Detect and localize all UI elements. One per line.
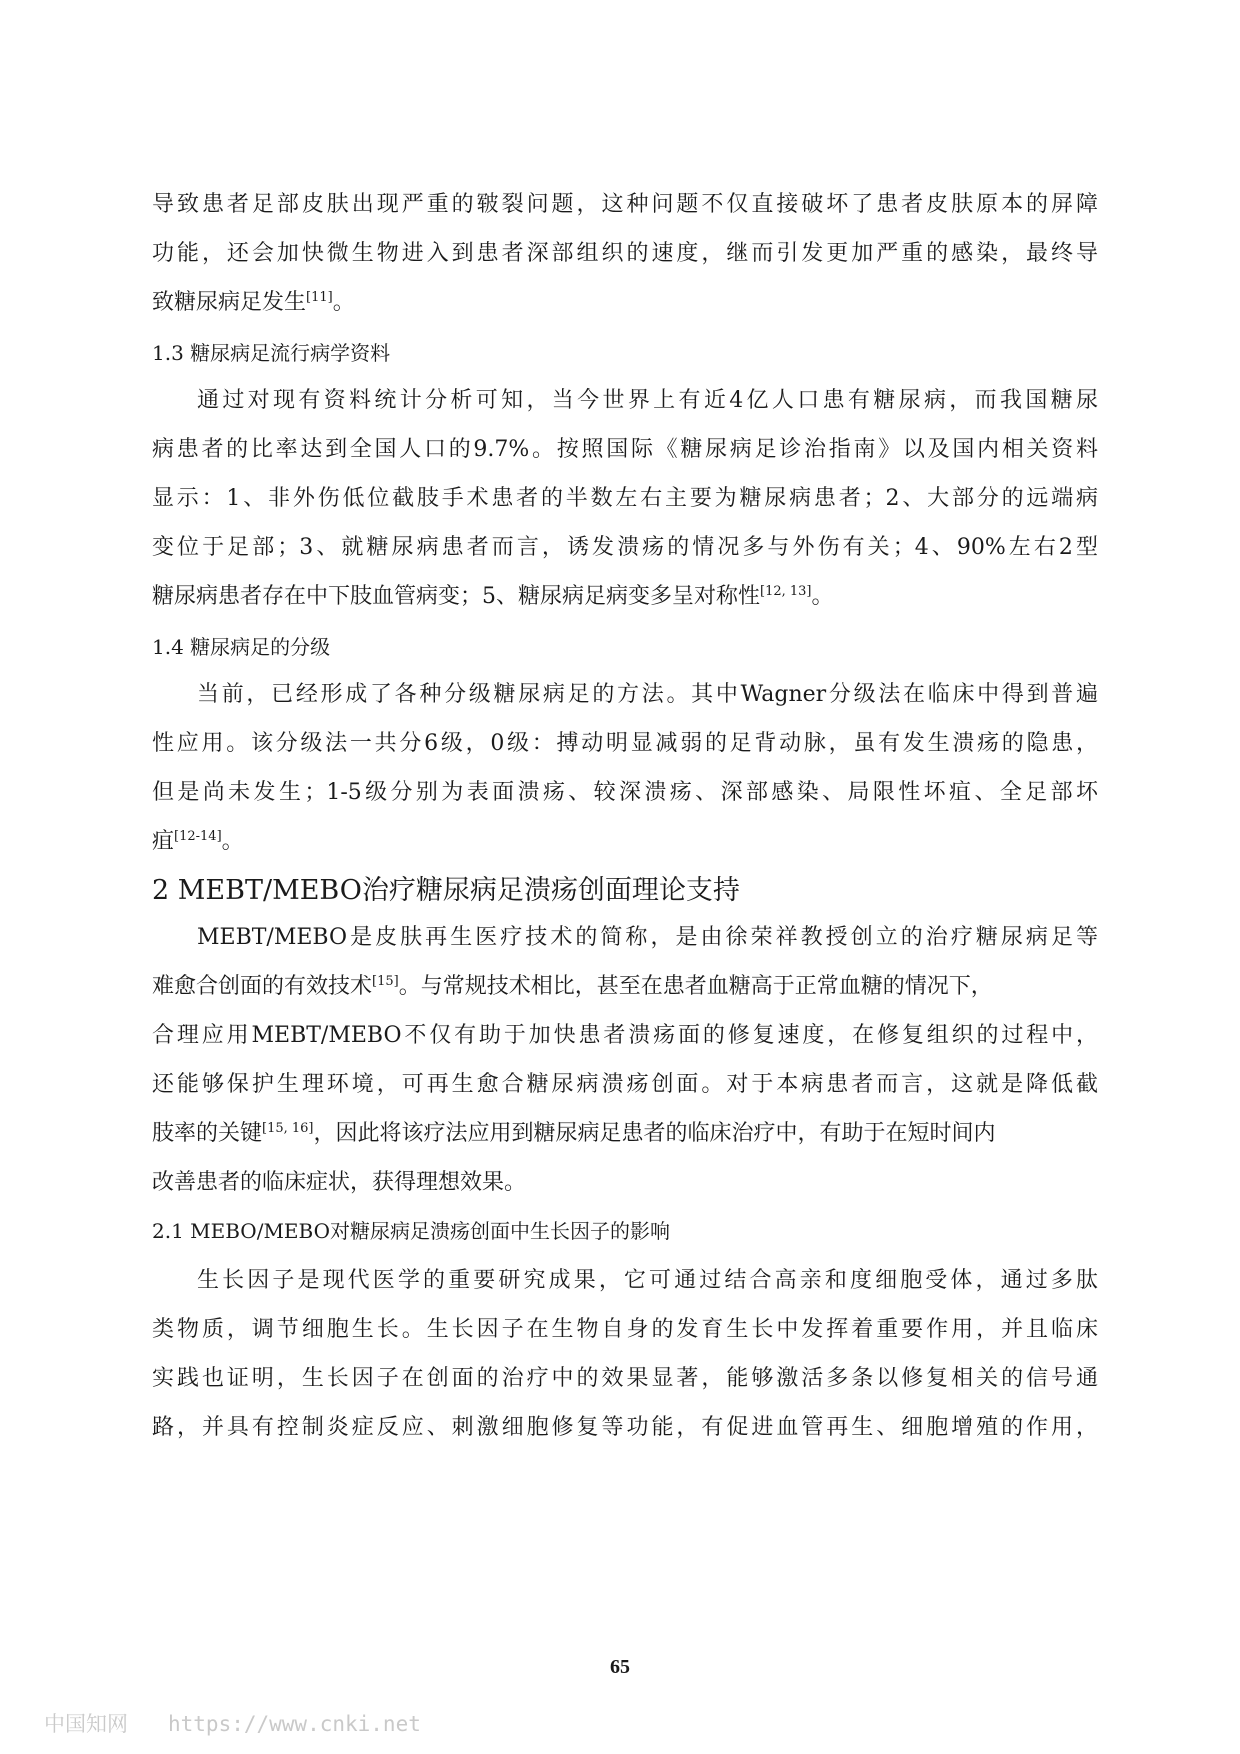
section-heading-2-1: 2.1 MEBO/MEBO对糖尿病足溃疡创面中生长因子的影响 bbox=[152, 1219, 670, 1243]
body-text-line: 导致患者足部皮肤出现严重的皲裂问题，这种问题不仅直接破坏了患者皮肤原本的屏障 bbox=[152, 192, 1098, 217]
citation-ref[interactable]: [12, 13] bbox=[760, 584, 812, 599]
body-text: ，因此将该疗法应用到糖尿病足患者的临床治疗中，有助于在短时间内 bbox=[313, 1121, 996, 1146]
body-text: 。 bbox=[332, 290, 355, 315]
cnki-watermark bbox=[44, 1708, 421, 1738]
body-text-line: 性应用。该分级法一共分6级，0级：搏动明显减弱的足背动脉，虽有发生溃疡的隐患， bbox=[152, 731, 1098, 756]
body-text: 难愈合创面的有效技术 bbox=[152, 974, 373, 999]
body-text: 糖尿病患者存在中下肢血管病变；5、糖尿病足病变多呈对称性 bbox=[152, 584, 760, 609]
section-heading-2: 2 MEBT/MEBO治疗糖尿病足溃疡创面理论支持 bbox=[152, 875, 740, 906]
watermark-link[interactable]: https://www.cnki.net bbox=[168, 1712, 421, 1736]
section-heading-1-3: 1.3 糖尿病足流行病学资料 bbox=[152, 341, 391, 365]
body-text-line: 变位于足部；3、就糖尿病患者而言，诱发溃疡的情况多与外伤有关；4、90%左右2型 bbox=[152, 535, 1098, 560]
citation-ref[interactable]: [15, 16] bbox=[262, 1121, 314, 1136]
body-text-line: 合理应用MEBT/MEBO不仅有助于加快患者溃疡面的修复速度，在修复组织的过程中， bbox=[152, 1023, 1098, 1048]
body-text-line: 但是尚未发生；1-5级分别为表面溃疡、较深溃疡、深部感染、局限性坏疽、全足部坏 bbox=[152, 780, 1098, 805]
body-text-line: 显示：1、非外伤低位截肢手术患者的半数左右主要为糖尿病患者；2、大部分的远端病 bbox=[152, 486, 1098, 511]
citation-ref[interactable]: [11] bbox=[306, 290, 333, 305]
body-text-line bbox=[152, 972, 1098, 1002]
section-heading-1-4: 1.4 糖尿病足的分级 bbox=[152, 635, 331, 659]
body-text-line: 改善患者的临床症状，获得理想效果。 bbox=[152, 1170, 527, 1195]
body-text-line: 类物质，调节细胞生长。生长因子在生物自身的发育生长中发挥着重要作用，并且临床 bbox=[152, 1317, 1098, 1342]
body-text-line bbox=[152, 827, 1098, 857]
body-text: 肢率的关键 bbox=[152, 1121, 263, 1146]
watermark-brand: 中国知网 bbox=[44, 1712, 128, 1736]
body-text: 。 bbox=[221, 829, 244, 854]
body-text: 致糖尿病足发生 bbox=[152, 290, 307, 315]
body-text-line: 功能，还会加快微生物进入到患者深部组织的速度，继而引发更加严重的感染，最终导 bbox=[152, 241, 1098, 266]
page-number: 65 bbox=[610, 1656, 630, 1678]
body-text-line: MEBT/MEBO是皮肤再生医疗技术的简称，是由徐荣祥教授创立的治疗糖尿病足等 bbox=[197, 925, 1098, 950]
body-text-line bbox=[152, 582, 1098, 612]
body-text-line: 实践也证明，生长因子在创面的治疗中的效果显著，能够激活多条以修复相关的信号通 bbox=[152, 1366, 1098, 1391]
body-text-line bbox=[152, 288, 1098, 318]
body-text-line: 还能够保护生理环境，可再生愈合糖尿病溃疡创面。对于本病患者而言，这就是降低截 bbox=[152, 1072, 1098, 1097]
body-text-line: 病患者的比率达到全国人口的9.7%。按照国际《糖尿病足诊治指南》以及国内相关资料 bbox=[152, 437, 1098, 462]
citation-ref[interactable]: [12-14] bbox=[174, 829, 222, 844]
body-text: 疽 bbox=[152, 829, 175, 854]
body-text-line: 通过对现有资料统计分析可知，当今世界上有近4亿人口患有糖尿病，而我国糖尿 bbox=[197, 388, 1098, 413]
body-text-line: 生长因子是现代医学的重要研究成果，它可通过结合高亲和度细胞受体，通过多肽 bbox=[197, 1268, 1098, 1293]
body-text-line bbox=[152, 1119, 1098, 1149]
citation-ref[interactable]: [15] bbox=[372, 974, 399, 989]
body-text-line: 路，并具有控制炎症反应、刺激细胞修复等功能，有促进血管再生、细胞增殖的作用， bbox=[152, 1415, 1098, 1440]
body-text: 。与常规技术相比，甚至在患者血糖高于正常血糖的情况下， bbox=[398, 974, 993, 999]
body-text-line: 当前，已经形成了各种分级糖尿病足的方法。其中Wagner分级法在临床中得到普遍 bbox=[197, 682, 1098, 707]
body-text: 。 bbox=[811, 584, 834, 609]
